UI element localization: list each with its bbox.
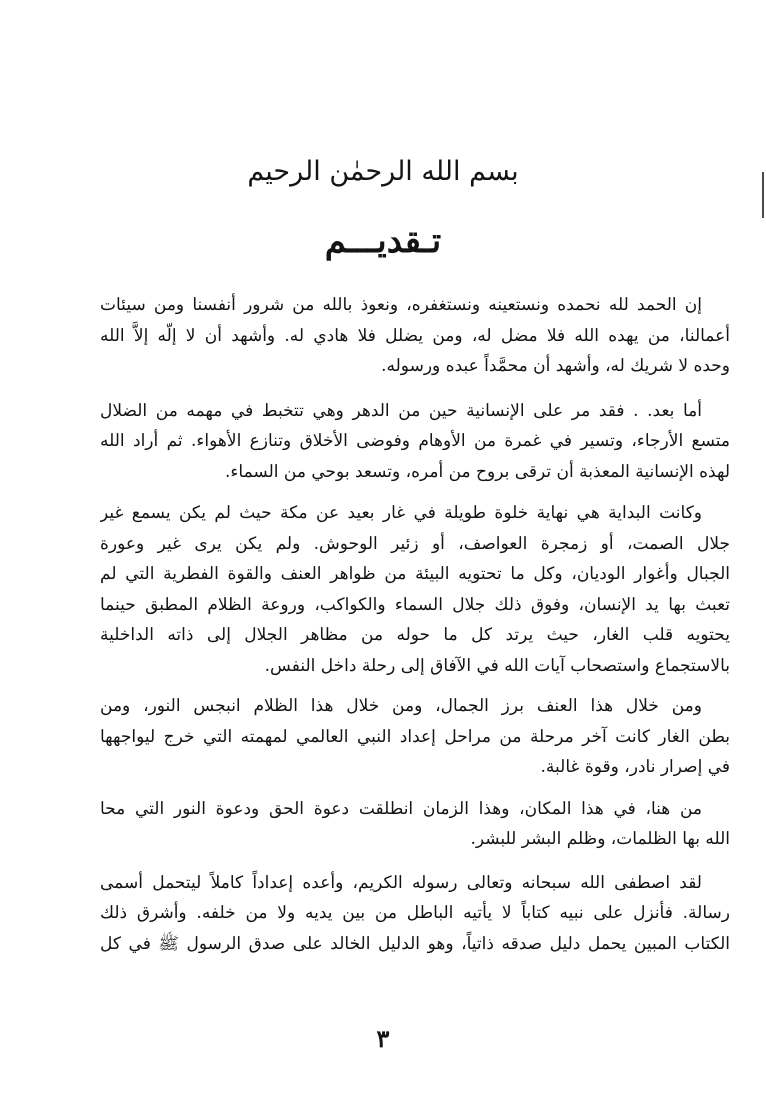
paragraph	[100, 868, 730, 960]
text-line: بالاستجماع واستصحاب آيات الله في الآفاق إلى رحلة داخل النفس.	[264, 655, 730, 676]
text-line: لهذه الإنسانية المعذبة أن ترقى بروح من أمره، وتسعد بوحي من السماء.	[225, 461, 730, 482]
text-line: الله بها الظلمات، وظلم البشر للبشر.	[470, 829, 730, 849]
text-line: يحتويه قلب الغار، حيث يرتد كل ما حوله من مظاهر الجلال إلى ذاته الداخلية	[100, 625, 730, 645]
text-line: في إصرار نادر، وقوة غالبة.	[540, 757, 730, 777]
text-line: بطن الغار كانت آخر مرحلة من مراحل إعداد النبي العالمي لمهمته التي خرج ليواجهها	[100, 726, 730, 747]
paragraph	[100, 290, 730, 382]
paragraph	[100, 396, 730, 488]
text-line: متسع الأرجاء، وتسير في غمرة من الأوهام وفوضى الأخلاق وتنازع الأهواء. ثم أراد الله	[100, 431, 730, 451]
text-line: الكتاب المبين يحمل دليل صدقه ذاتياً، وهو الدليل الخالد على صدق الرسول ﷺ في كل	[100, 933, 730, 954]
text-line: أما بعد. . فقد مر على الإنسانية حين من الدهر وهي تتخبط في مهمه من الضلال	[100, 400, 702, 421]
text-line: وكانت البداية هي نهاية خلوة طويلة في غار بعيد عن مكة حيث لم يكن يسمع غير	[100, 503, 702, 523]
text-line: تعبث بها يد الإنسان، وفوق ذلك جلال السماء والكواكب، وروعة الظلام المطبق حينما	[100, 594, 730, 615]
page-number: ٣	[376, 1024, 390, 1053]
paragraph	[100, 794, 730, 855]
text-line: وحده لا شريك له، وأشهد أن محمَّداً عبده ورسوله.	[381, 356, 730, 376]
text-line: جلال الصمت، أو زمجرة العواصف، أو زئير الوحوش. ولم يكن يرى غير وعورة	[100, 533, 730, 554]
text-line: رسالة. فأنزل على نبيه كتاباً لا يأتيه الباطل من بين يديه ولا من خلفه. وأشرق ذلك	[100, 903, 730, 923]
text-line: أعمالنا، من يهده الله فلا مضل له، ومن يضلل فلا هادي له. وأشهد أن لا إلّه إلاَّ الله	[100, 325, 730, 346]
paragraph	[100, 498, 730, 681]
text-line: من هنا، في هذا المكان، وهذا الزمان انطلقت دعوة الحق ودعوة النور التي محا	[100, 798, 702, 819]
chapter-heading: تـقديـــم	[324, 221, 442, 261]
text-line: إن الحمد لله نحمده ونستعينه ونستغفره، ونعوذ بالله من شرور أنفسنا ومن سيئات	[100, 295, 702, 315]
text-line: ومن خلال هذا العنف برز الجمال، ومن خلال هذا الظلام انبجس النور، ومن	[100, 696, 702, 716]
text-line: لقد اصطفى الله سبحانه وتعالى رسوله الكريم، وأعده إعداداً كاملاً ليتحمل أسمى	[100, 872, 702, 893]
text-line: الجبال وأغوار الوديان، وكل ما تحتويه البيئة من ظواهر العنف والقوة الفطرية التي لم	[100, 564, 730, 584]
body-text	[100, 290, 730, 959]
paragraph	[100, 691, 730, 783]
basmala: بسم الله الرحمٰن الرحيم	[247, 156, 519, 187]
